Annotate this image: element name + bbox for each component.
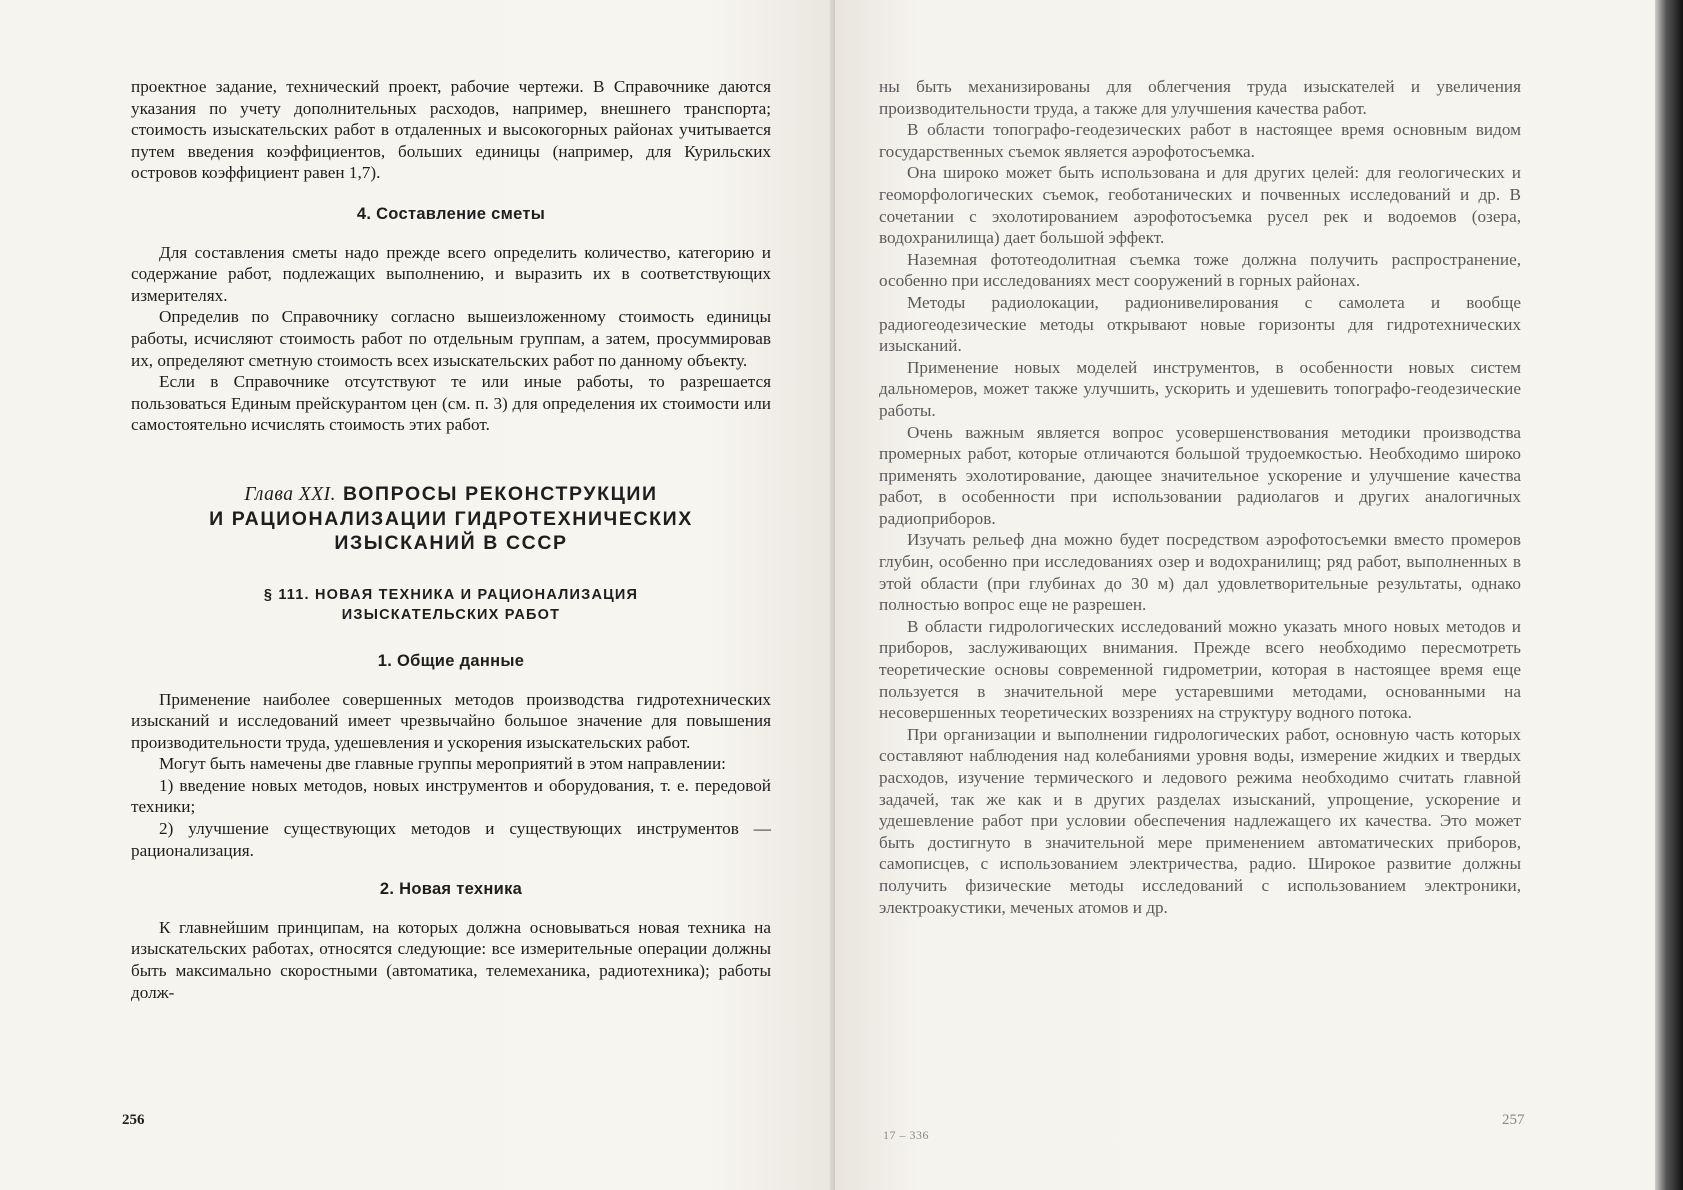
chapter-title-line: ИЗЫСКАНИЙ В СССР bbox=[334, 531, 568, 554]
paragraph: При организации и выполнении гидрологических работ, основную часть которых составляют наблюдения над колебаниями уровня воды, измерение жидких и твердых расходов, изучение термического и ледового режима необходимо считать главной задачей, так же как и в других разделах изысканий, упрощение, ускорение и удешевление работ при условии обеспечения надлежащего их качества. Это может быть достигнуто в значительной мере применением автоматических приборов, самописцев, с использованием электричества, радио. Широкое развитие должны получить физические методы исследований с использованием электроники, электроакустики, меченых атомов и др. bbox=[879, 724, 1521, 917]
left-text-column bbox=[131, 76, 771, 1003]
paragraph-heading-line: ИЗЫСКАТЕЛЬСКИХ РАБОТ bbox=[341, 606, 561, 623]
paragraph: В области гидрологических исследований можно указать много новых методов и приборов, заслуживающих внимания. Прежде всего необходимо пересмотреть теоретические основы современной гидрометрии, которая в настоящее время еще пользуется в значительной мере устаревшими методами, основанными на несовершенных теоретических воззрениях на структуру водного потока. bbox=[879, 616, 1521, 723]
paragraph: Определив по Справочнику согласно вышеизложенному стоимость единицы работы, исчисляют стоимость работ по отдельным группам, а затем, просуммировав их, определяют сметную стоимость всех изыскательских работ по данному объекту. bbox=[131, 307, 771, 370]
chapter-heading bbox=[131, 482, 771, 555]
paragraph: ны быть механизированы для облегчения труда изыскателей и увеличения производительности труда, а также для улучшения качества работ. bbox=[879, 77, 1521, 118]
paragraph: К главнейшим принципам, на которых должна основываться новая техника на изыскательских работах, относятся следующие: все измерительные операции должны быть максимально скоростными (автоматика, телемеханика, радиотехника); работы долж- bbox=[131, 917, 771, 1002]
paragraph: Методы радиолокации, радионивелирования с самолета и вообще радиогеодезические методы открывают новые горизонты для гидротехнических изысканий. bbox=[879, 292, 1521, 356]
chapter-number: Глава XXI. bbox=[244, 483, 337, 505]
paragraph: Она широко может быть использована и для других целей: для геологических и геоморфологических съемок, геоботанических и почвенных исследований и др. В сочетании с эхолотированием аэрофотосъемка русел рек и водоемов (озера, водохранилища) дает большой эффект. bbox=[879, 163, 1521, 248]
left-page bbox=[0, 0, 835, 1190]
paragraph: Наземная фототеодолитная съемка тоже должна получить распространение, особенно при исследованиях мест сооружений в горных районах. bbox=[879, 249, 1521, 291]
right-text-column bbox=[879, 76, 1521, 918]
paragraph: Применение наиболее совершенных методов производства гидротехнических изысканий и исследований имеет чрезвычайно большое значение для повышения производительности труда, удешевления и ускорения изыскательских работ. bbox=[131, 689, 771, 752]
printer-signature: 17 – 336 bbox=[883, 1128, 929, 1142]
page-number: 256 bbox=[122, 1112, 145, 1128]
section-title: 1. Общие данные bbox=[377, 651, 525, 670]
paragraph-heading bbox=[131, 585, 771, 625]
section-title: 2. Новая техника bbox=[379, 880, 523, 899]
right-page bbox=[835, 0, 1655, 1190]
paragraph: Если в Справочнике отсутствуют те или иные работы, то разрешается пользоваться Единым прейскурантом цен (см. п. 3) для определения их стоимости или самостоятельно исчислять стоимость этих работ. bbox=[131, 372, 771, 435]
paragraph: Очень важным является вопрос усовершенствования методики производства промерных работ, которые отличаются большой трудоемкостью. Необходимо широко применять эхолотирование, дающее значительное ускорение и улучшение качества работ, в особенности при использовании радиолагов и других аналогичных радиоприборов. bbox=[879, 422, 1521, 528]
section-title: 4. Составление сметы bbox=[356, 204, 546, 223]
chapter-title-line: И РАЦИОНАЛИЗАЦИИ ГИДРОТЕХНИЧЕСКИХ bbox=[209, 507, 693, 530]
paragraph: Применение новых моделей инструментов, в особенности новых систем дальномеров, может также улучшить, ускорить и удешевить топографо-геодезические работы. bbox=[879, 357, 1521, 420]
paragraph: Изучать рельеф дна можно будет посредством аэрофотосъемки вместо промеров глубин, особенно при исследованиях озер и водохранилищ; ряд работ, выполненных в этой области (при глубинах до 30 м) дал удовлетворительные результаты, однако полностью вопрос еще не разрешен. bbox=[879, 530, 1521, 615]
list-item: 1) введение новых методов, новых инструментов и оборудования, т. е. передовой техники; bbox=[131, 775, 771, 817]
paragraph: Для составления сметы надо прежде всего определить количество, категорию и содержание работ, подлежащих выполнению, и выразить их в соответствующих измерителях. bbox=[131, 242, 771, 305]
paragraph: В области топографо-геодезических работ в настоящее время основным видом государственных съемок является аэрофотосъемка. bbox=[879, 120, 1521, 161]
page-number: 257 bbox=[1502, 1112, 1525, 1128]
list-item: 2) улучшение существующих методов и существующих инструментов — рационализация. bbox=[131, 819, 771, 860]
paragraph: проектное задание, технический проект, рабочие чертежи. В Справочнике даются указания по учету дополнительных расходов, например, внешнего транспорта; стоимость изыскательских работ в отдаленных и высокогорных районах учитывается путем введения коэффициентов, больших единицы (например, для Курильских островов коэффициент равен 1,7). bbox=[131, 77, 771, 183]
chapter-title-line: ВОПРОСЫ РЕКОНСТРУКЦИИ bbox=[343, 482, 658, 505]
scan-edge-shadow bbox=[1655, 0, 1683, 1190]
paragraph: Могут быть намечены две главные группы мероприятий в этом направлении: bbox=[159, 754, 726, 774]
paragraph-heading-line: § 111. НОВАЯ ТЕХНИКА И РАЦИОНАЛИЗАЦИЯ bbox=[263, 586, 639, 603]
